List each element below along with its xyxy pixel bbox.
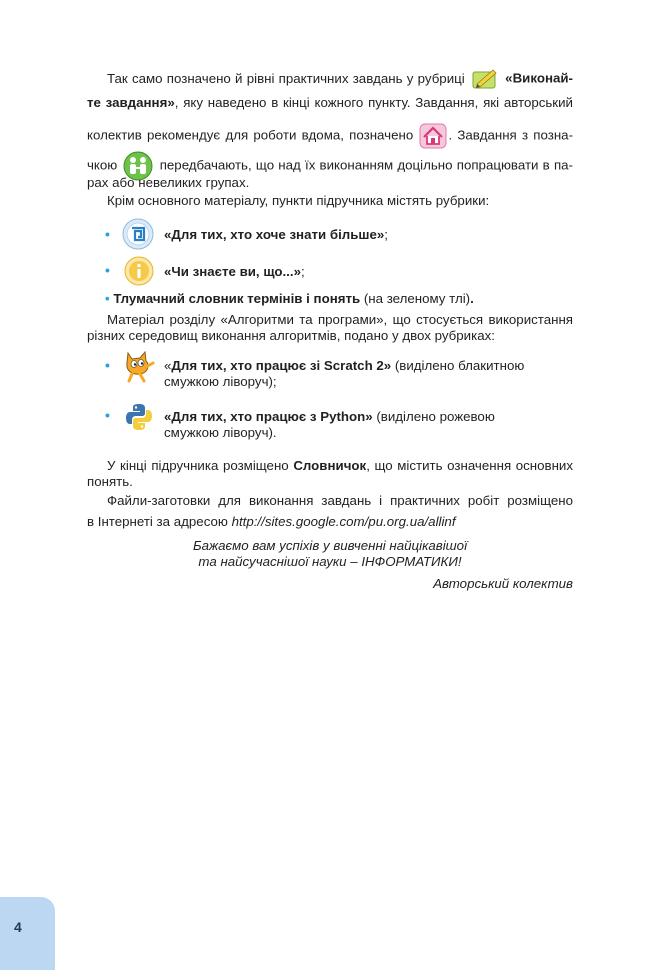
signature: Авторський колектив [433,576,573,591]
home-task-icon [419,123,447,149]
bullet: • [105,226,110,242]
p1-line-5: рах або невеликих групах. [87,175,250,190]
rubric-glossary: • Тлумачний словник термінів і понять (на зеленому тлі). [105,291,474,306]
wish-line-1: Бажаємо вам успіхів у вивченні найцікавішої [192,538,468,553]
info-icon [124,256,154,286]
bullet: • [105,291,110,306]
p5-line-1: Файли-заготовки для виконання завдань і практичних робіт розміщено [107,493,573,508]
p3-line-1: Матеріал розділу «Алгоритми та програми», що стосується використання [107,312,573,327]
p2: Крім основного матеріалу, пункти підручника містять рубрики: [107,193,490,208]
bullet: • [105,407,110,423]
p4-line-1: У кінці підручника розміщено Словничок, що містить означення основних [107,458,574,473]
p1-line-2: те завдання», яку наведено в кінці кожного пункту. Завдання, які авторський [87,95,573,110]
know-more-icon [122,218,154,250]
bullet: • [105,357,110,373]
page-number-tab [0,897,55,970]
p1-line-4: чкою передбачають, що над їх виконанням доцільно попрацювати в па- [87,151,573,181]
rubric-know: «Чи знаєте ви, що...»; [164,264,305,279]
p1-line-1: Так само позначено й рівні практичних завдань у рубриці «Виконай- [87,67,573,91]
rubric-scratch: «Для тих, хто працює зі Scratch 2» (виділено блакитною [164,358,525,373]
url-link[interactable]: http://sites.google.com/pu.org.ua/allinf [231,514,456,529]
rubric-python-line-2: смужкою ліворуч). [164,425,277,440]
p1-line-3: колектив рекомендує для роботи вдома, позначено . Завдання з позна- [87,123,573,149]
page-number: 4 [14,919,22,935]
p4-line-2: понять. [87,474,133,489]
bullet: • [105,262,110,278]
wish-line-2: та найсучаснішої науки – ІНФОРМАТИКИ! [198,554,462,569]
rubric-python: «Для тих, хто працює з Python» (виділено рожевою [164,409,495,424]
p3-line-2: різних середовищ виконання алгоритмів, подано у двох рубриках: [87,328,495,343]
python-logo-icon [124,402,154,432]
rubric-more: «Для тих, хто хоче знати більше»; [164,227,388,242]
p5-line-2: в Інтернеті за адресою http://sites.google.com/pu.org.ua/allinf [87,514,456,529]
rubric-scratch-line-2: смужкою ліворуч); [164,374,277,389]
scratch-cat-icon [120,347,156,383]
pencil-task-icon [471,67,499,91]
